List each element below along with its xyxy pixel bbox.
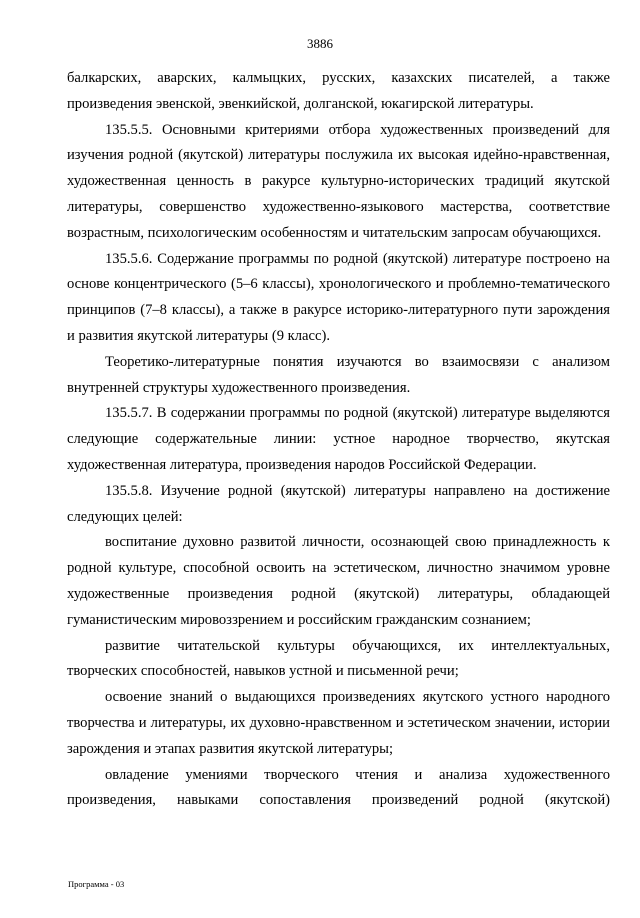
paragraph-135-5-6: 135.5.6. Содержание программы по родной (якутской) литературе построено на основе концентрического (5–6 классы), хронологического и проблемно-тематического принципов (7–8 классы), а также в ракурсе историко-литературного пути зарождения и развития якутской литературы (9 класс). [67, 250, 610, 344]
paragraph-continuation: балкарских, аварских, калмыцких, русских, казахских писателей, а также произведения эвенской, эвенкийской, долганской, юкагирской литературы. [67, 70, 610, 112]
body-text [67, 66, 610, 814]
page-footer: Программа - 03 [68, 879, 125, 889]
paragraph-135-5-7: 135.5.7. В содержании программы по родной (якутской) литературе выделяются следующие содержательные линии: устное народное творчество, якутская художественная литература, произведения народов Российской Федерации. [67, 405, 610, 473]
goal-item-knowledge: освоение знаний о выдающихся произведениях якутского устного народного творчества и литературы, их духовно-нравственном и эстетическом значении, истории зарождения и этапах развития якутской литературы; [67, 689, 610, 757]
paragraph-theory-concepts: Теоретико-литературные понятия изучаются во взаимосвязи с анализом внутренней структуры художественного произведения. [67, 353, 610, 396]
goal-item-reading-culture: развитие читательской культуры обучающихся, их интеллектуальных, творческих способностей, навыков устной и письменной речи; [67, 637, 610, 680]
paragraph-135-5-5: 135.5.5. Основными критериями отбора художественных произведений для изучения родной (якутской) литературы послужила их высокая идейно-нравственная, художественная ценность в ракурсе культурно-исторических традиций якутской литературы, совершенство художественно-языкового мастерства, соответствие возрастным, психологическим особенностям и читательским запросам обучающихся. [67, 121, 610, 241]
paragraph-135-5-8: 135.5.8. Изучение родной (якутской) литературы направлено на достижение следующих целей: [67, 482, 610, 525]
page-number: 3886 [307, 36, 333, 51]
goal-item-upbringing: воспитание духовно развитой личности, осознающей свою принадлежность к родной культуре, способной освоить на эстетическом, личностно значимом уровне художественные произведения родной (якутской) литературы, обладающей гуманистическим мировоззрением и российским гражданским сознанием; [67, 534, 610, 628]
goal-item-skills: овладение умениями творческого чтения и анализа художественного произведения, навыками сопоставления произведений родной (якутской) [67, 766, 610, 809]
